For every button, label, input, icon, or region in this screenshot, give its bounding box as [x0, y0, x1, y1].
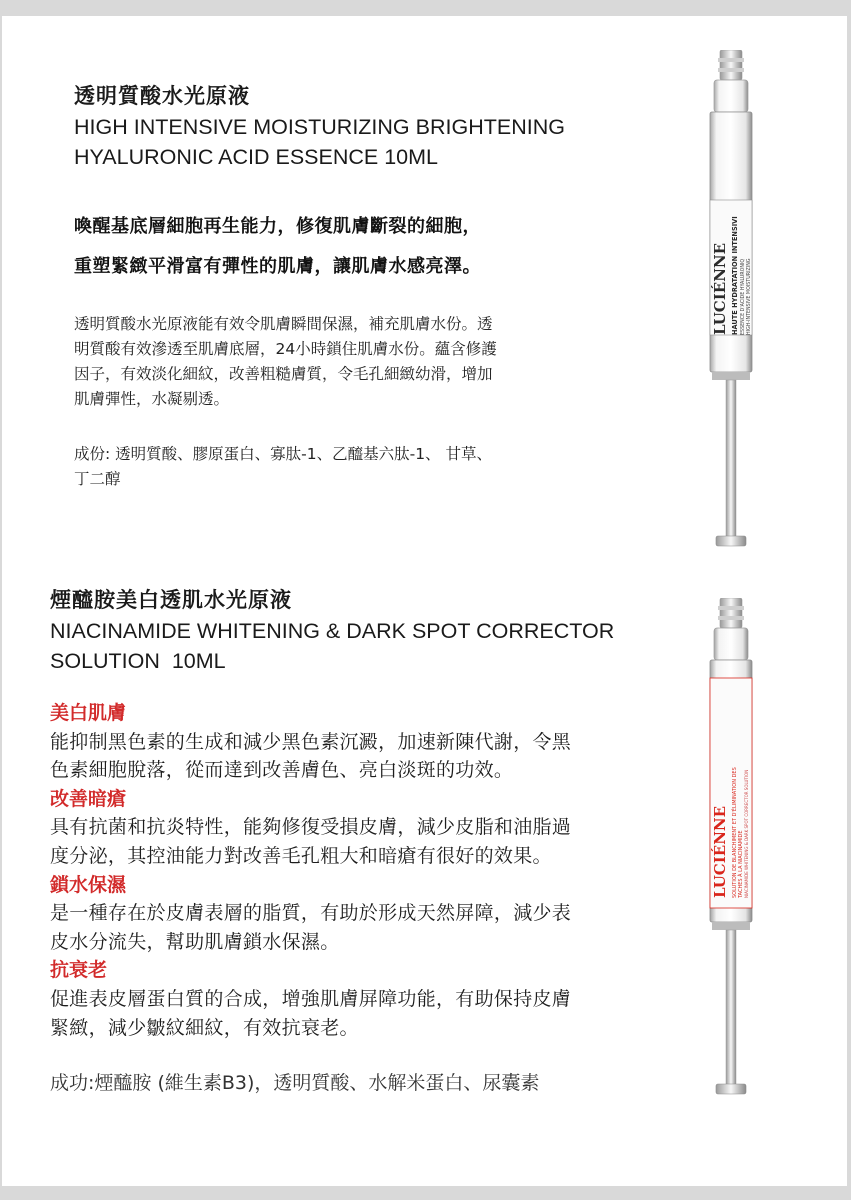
product1-ingredients-line: 丁二醇 [74, 470, 121, 488]
product1-description [74, 312, 639, 412]
product1-desc-line: 因子，有效淡化細紋，改善粗糙膚質，令毛孔細緻幼滑，增加 [74, 365, 493, 383]
benefit-line: 促進表皮層蛋白質的合成，增強肌膚屏障功能，有助保持皮膚 [50, 987, 572, 1010]
document-page [2, 16, 847, 1186]
benefit-line: 是一種存在於皮膚表層的脂質，有助於形成天然屏障，減少表 [50, 902, 572, 925]
product1-desc-line: 肌膚彈性，水凝剔透。 [74, 390, 230, 408]
benefit-line: 具有抗菌和抗炎特性，能夠修復受損皮膚，減少皮脂和油脂過 [50, 816, 572, 839]
product2-ingredients: 成功:煙醯胺 (維生素B3)，透明質酸、水解米蛋白、尿囊素 [50, 1072, 540, 1094]
product1-ingredients [74, 442, 639, 492]
product1-title-en-line1: HIGH INTENSIVE MOISTURIZING BRIGHTENING [74, 115, 565, 139]
benefit-heading-acne: 改善暗瘡 [50, 787, 127, 810]
benefit-line: 能抑制黑色素的生成和減少黑色素沉澱，加速新陳代謝，令黑 [50, 730, 572, 753]
product1-syringe-image [702, 50, 760, 552]
product2-syringe-label-3: NIACINAMIDE WHITENING & DARK SPOT CORRECTOR SOLUTION [744, 769, 749, 898]
benefit-line: 色素細胞脫落，從而達到改善膚色、亮白淡斑的功效。 [50, 759, 514, 782]
benefit-heading-moisture: 鎖水保濕 [50, 873, 127, 896]
product1-syringe-brand: LUCIÉNNE [711, 242, 729, 335]
product1-title-en [74, 112, 674, 172]
benefit-line: 緊緻，減少皺紋細紋，有效抗衰老。 [50, 1016, 359, 1039]
product1-desc-line: 透明質酸水光原液能有效令肌膚瞬間保濕，補充肌膚水份。透 [74, 315, 493, 333]
benefit-heading-antiaging: 抗衰老 [50, 959, 108, 982]
product1-syringe-label-1: HAUTE HYDRATATION INTENSIVI [731, 216, 739, 335]
product1-syringe-label-2: ESSENCE D'ACIDE HYALURONIQ [741, 258, 746, 335]
product1-lead-line2: 重塑緊緻平滑富有彈性的肌膚，讓肌膚水感亮澤。 [74, 256, 481, 277]
product1-title-en-line2: HYALURONIC ACID ESSENCE 10ML [74, 145, 439, 169]
product1-desc-line: 明質酸有效滲透至肌膚底層，24小時鎖住肌膚水份。蘊含修護 [74, 340, 497, 358]
benefit-line: 度分泌，其控油能力對改善毛孔粗大和暗瘡有很好的效果。 [50, 844, 552, 867]
product1-ingredients-line: 成份: 透明質酸、膠原蛋白、寡肽-1、乙醯基六肽-1、 甘草、 [74, 445, 492, 463]
benefit-heading-whitening: 美白肌膚 [50, 702, 127, 724]
product2-syringe-label-2: TACHES À LA NIACINAMIDE [738, 830, 744, 898]
product2-title-en-line1: NIACINAMIDE WHITENING & DARK SPOT CORRECTOR [50, 619, 615, 643]
product2-title-en [50, 616, 670, 676]
product2-title-zh: 煙醯胺美白透肌水光原液 [50, 588, 292, 612]
product2-syringe-brand: LUCIÉNNE [711, 805, 729, 898]
product1-title-zh: 透明質酸水光原液 [74, 84, 250, 108]
benefit-line: 皮水分流失，幫助肌膚鎖水保濕。 [50, 930, 340, 953]
product2-syringe-image [702, 598, 760, 1098]
product2-syringe-label-1: SOLUTION DE BLANCHIMENT ET D'ÉLIMINATION DES [732, 767, 738, 898]
product2-benefits [50, 699, 700, 1042]
product1-lead-line1: 喚醒基底層細胞再生能力，修復肌膚斷裂的細胞， [74, 216, 481, 237]
product2-title-en-line2: SOLUTION 10ML [50, 649, 226, 673]
product1-syringe-label-3: HIGH-INTENSIVE MOISTURIZING [747, 258, 752, 335]
